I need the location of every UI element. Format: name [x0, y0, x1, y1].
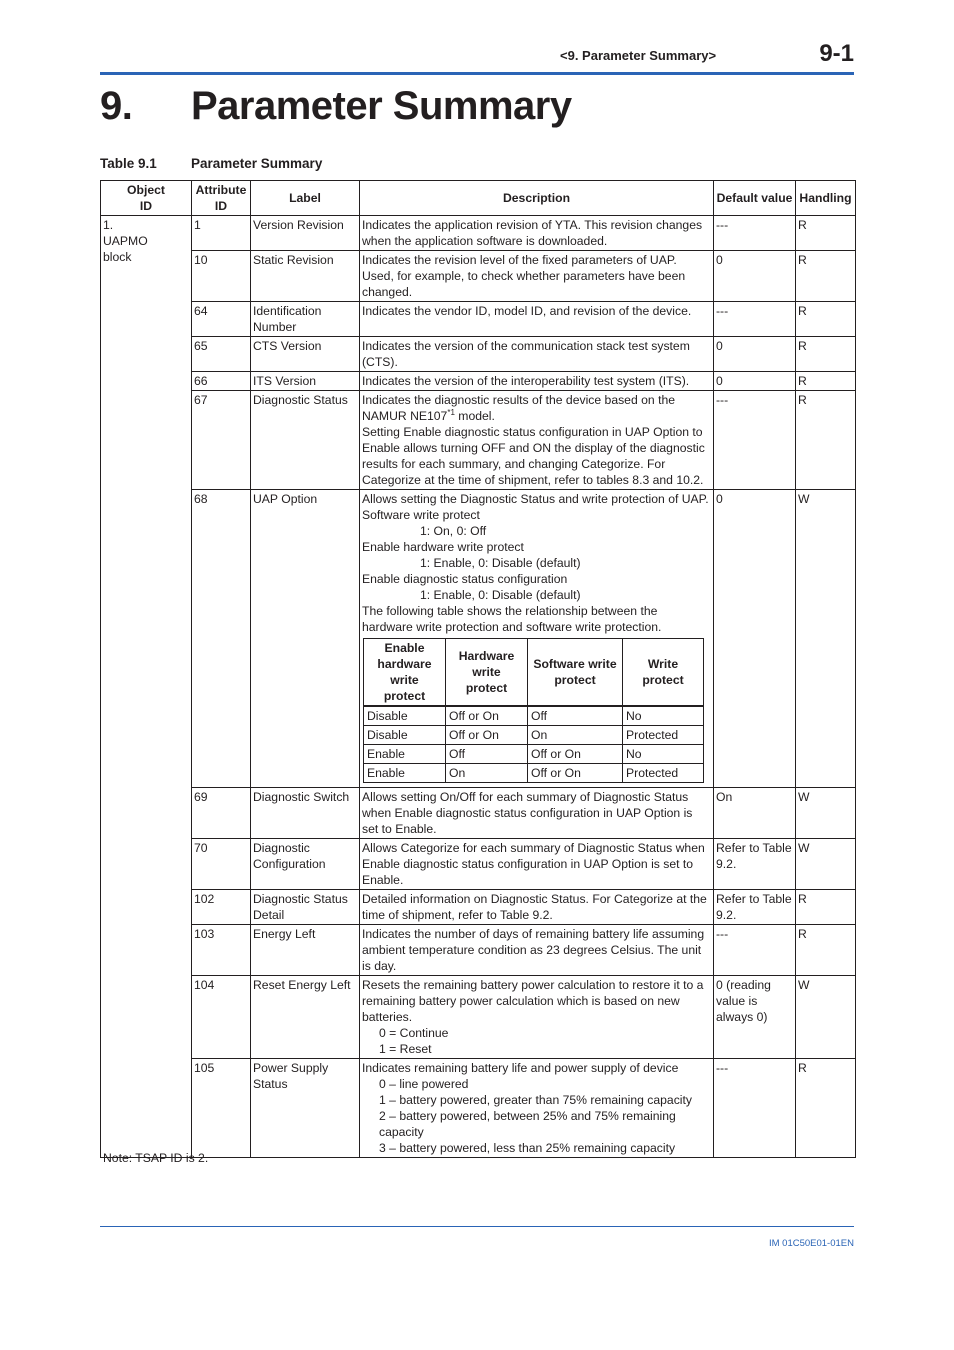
attribute-id: 64: [192, 302, 251, 337]
table-row: [101, 976, 856, 1059]
label-cell: Version Revision: [251, 216, 360, 251]
default-cell: ---: [714, 391, 796, 490]
table-row: [101, 1059, 856, 1158]
write-protect-header-row: [364, 639, 704, 707]
label-cell: Diagnostic Status: [251, 391, 360, 490]
handling-cell: W: [796, 976, 856, 1059]
table-row: [101, 839, 856, 890]
label-cell: CTS Version: [251, 337, 360, 372]
default-cell: Refer to Table 9.2.: [714, 890, 796, 925]
chapter-title: [100, 84, 572, 129]
document-id: IM 01C50E01-01EN: [768, 1238, 854, 1249]
default-cell: 0 (reading value is always 0): [714, 976, 796, 1059]
description-cell: Allows setting On/Off for each summary of Diagnostic Status when Enable diagnostic status configuration in UAP Option is set to Enable.: [360, 788, 714, 839]
default-cell: 0: [714, 490, 796, 788]
footnote-marker: *1: [447, 407, 455, 417]
handling-cell: R: [796, 372, 856, 391]
col-label: Label: [251, 181, 360, 216]
header-rule: [100, 72, 854, 75]
table-title: Parameter Summary: [191, 156, 323, 171]
write-protect-table: [363, 638, 704, 783]
attribute-id: 70: [192, 839, 251, 890]
handling-cell: R: [796, 890, 856, 925]
description-cell: Indicates remaining battery life and power supply of device 0 – line powered 1 – battery powered, greater than 75% remaining capacity 2 – battery powered, between 25% and 75% remaining capacity 3 – battery powered, less than 25% remaining capacity: [360, 1059, 714, 1158]
description-cell: Indicates the version of the communication stack test system (CTS).: [360, 337, 714, 372]
attribute-id: 10: [192, 251, 251, 302]
label-cell: Static Revision: [251, 251, 360, 302]
attribute-id: 65: [192, 337, 251, 372]
write-protect-row: Disable Off or On Off No: [364, 706, 704, 726]
handling-cell: R: [796, 391, 856, 490]
default-cell: Refer to Table 9.2.: [714, 839, 796, 890]
col-attribute-id: Attribute ID: [192, 181, 251, 216]
handling-cell: R: [796, 251, 856, 302]
label-cell: Power Supply Status: [251, 1059, 360, 1158]
handling-cell: W: [796, 788, 856, 839]
attribute-id: 69: [192, 788, 251, 839]
write-protect-row: Enable Off Off or On No: [364, 745, 704, 764]
write-protect-row: Enable On Off or On Protected: [364, 764, 704, 783]
label-cell: Reset Energy Left: [251, 976, 360, 1059]
table-caption: [100, 156, 322, 171]
table-row: [101, 925, 856, 976]
table-number: Table 9.1: [100, 156, 157, 171]
default-cell: 0: [714, 372, 796, 391]
col-handling: Handling: [796, 181, 856, 216]
write-protect-row: Disable Off or On On Protected: [364, 726, 704, 745]
handling-cell: R: [796, 302, 856, 337]
table-row: [101, 302, 856, 337]
description-cell: Indicates the application revision of YTA. This revision changes when the application software is downloaded.: [360, 216, 714, 251]
attribute-id: 105: [192, 1059, 251, 1158]
attribute-id: 66: [192, 372, 251, 391]
default-cell: On: [714, 788, 796, 839]
label-cell: Identification Number: [251, 302, 360, 337]
handling-cell: R: [796, 1059, 856, 1158]
attribute-id: 67: [192, 391, 251, 490]
description-cell: Indicates the diagnostic results of the device based on the NAMUR NE107$^{*1}$ model. Setting Enable diagnostic status configuration in UAP Option to Enable allows turning OFF and ON the display of the diagnostic results for each summary, and changing Categorize. For Categorize at the time of shipment, refer to tables 8.3 and 10.2.: [360, 391, 714, 490]
table-row: [101, 251, 856, 302]
description-cell: Resets the remaining battery power calculation to restore it to a remaining battery power calculation which is based on new batteries. 0 = Continue 1 = Reset: [360, 976, 714, 1059]
label-cell: Energy Left: [251, 925, 360, 976]
col-default-value: Default value: [714, 181, 796, 216]
wp-col-enable-hw: Enable hardware write protect: [364, 639, 446, 707]
description-cell: Allows setting the Diagnostic Status and write protection of UAP. Software write protect 1: On, 0: Off Enable hardware write protect 1: Enable, 0: Disable (default) Enable diagnostic status configuration 1: Enable, 0: Disable (default) The following table shows the relationship between the hardware write protection and software write protection. Enable hardware write protect Hardware write protect Software write protect Write protect Disable Off or On Off No Disable Off or On On Protected Enable Off Off or On No Enable On Off or On Protected: [360, 490, 714, 788]
handling-cell: R: [796, 925, 856, 976]
table-row: [101, 391, 856, 490]
default-cell: 0: [714, 251, 796, 302]
description-cell: Detailed information on Diagnostic Status. For Categorize at the time of shipment, refer to Table 9.2.: [360, 890, 714, 925]
description-cell: Allows Categorize for each summary of Diagnostic Status when Enable diagnostic status configuration in UAP Option is set to Enable.: [360, 839, 714, 890]
default-cell: ---: [714, 302, 796, 337]
default-cell: ---: [714, 925, 796, 976]
running-header: <9. Parameter Summary>: [560, 48, 717, 63]
attribute-id: 103: [192, 925, 251, 976]
wp-col-write: Write protect: [623, 639, 704, 707]
description-cell: Indicates the version of the interoperability test system (ITS).: [360, 372, 714, 391]
description-cell: Indicates the vendor ID, model ID, and revision of the device.: [360, 302, 714, 337]
default-cell: ---: [714, 216, 796, 251]
parameter-table: [100, 180, 856, 1158]
attribute-id: 68: [192, 490, 251, 788]
label-cell: Diagnostic Configuration: [251, 839, 360, 890]
attribute-id: 104: [192, 976, 251, 1059]
wp-col-sw: Software write protect: [528, 639, 623, 707]
table-row: [101, 337, 856, 372]
page-number: 9-1: [819, 40, 854, 67]
description-cell: Indicates the number of days of remaining battery life assuming ambient temperature condition as 23 degrees Celsius. The unit is day.: [360, 925, 714, 976]
description-cell: Indicates the revision level of the fixed parameters of UAP. Used, for example, to check whether parameters have been changed.: [360, 251, 714, 302]
wp-col-hw: Hardware write protect: [446, 639, 528, 707]
table-row: [101, 788, 856, 839]
label-cell: UAP Option: [251, 490, 360, 788]
chapter-title-text: Parameter Summary: [191, 84, 572, 128]
label-cell: Diagnostic Switch: [251, 788, 360, 839]
table-row: [101, 372, 856, 391]
label-cell: ITS Version: [251, 372, 360, 391]
chapter-number: 9.: [100, 84, 133, 128]
table-row: [101, 216, 856, 251]
handling-cell: W: [796, 839, 856, 890]
attribute-id: 102: [192, 890, 251, 925]
footer-rule: [100, 1226, 854, 1227]
handling-cell: R: [796, 216, 856, 251]
attribute-id: 1: [192, 216, 251, 251]
default-cell: ---: [714, 1059, 796, 1158]
table-row: [101, 490, 856, 788]
handling-cell: W: [796, 490, 856, 788]
col-object-id: Object ID: [101, 181, 192, 216]
table-row: [101, 890, 856, 925]
table-note: Note: TSAP ID is 2.: [103, 1151, 209, 1165]
object-id-cell: 1. UAPMO block: [101, 216, 192, 1158]
default-cell: 0: [714, 337, 796, 372]
table-header-row: [101, 181, 856, 216]
handling-cell: R: [796, 337, 856, 372]
label-cell: Diagnostic Status Detail: [251, 890, 360, 925]
col-description: Description: [360, 181, 714, 216]
